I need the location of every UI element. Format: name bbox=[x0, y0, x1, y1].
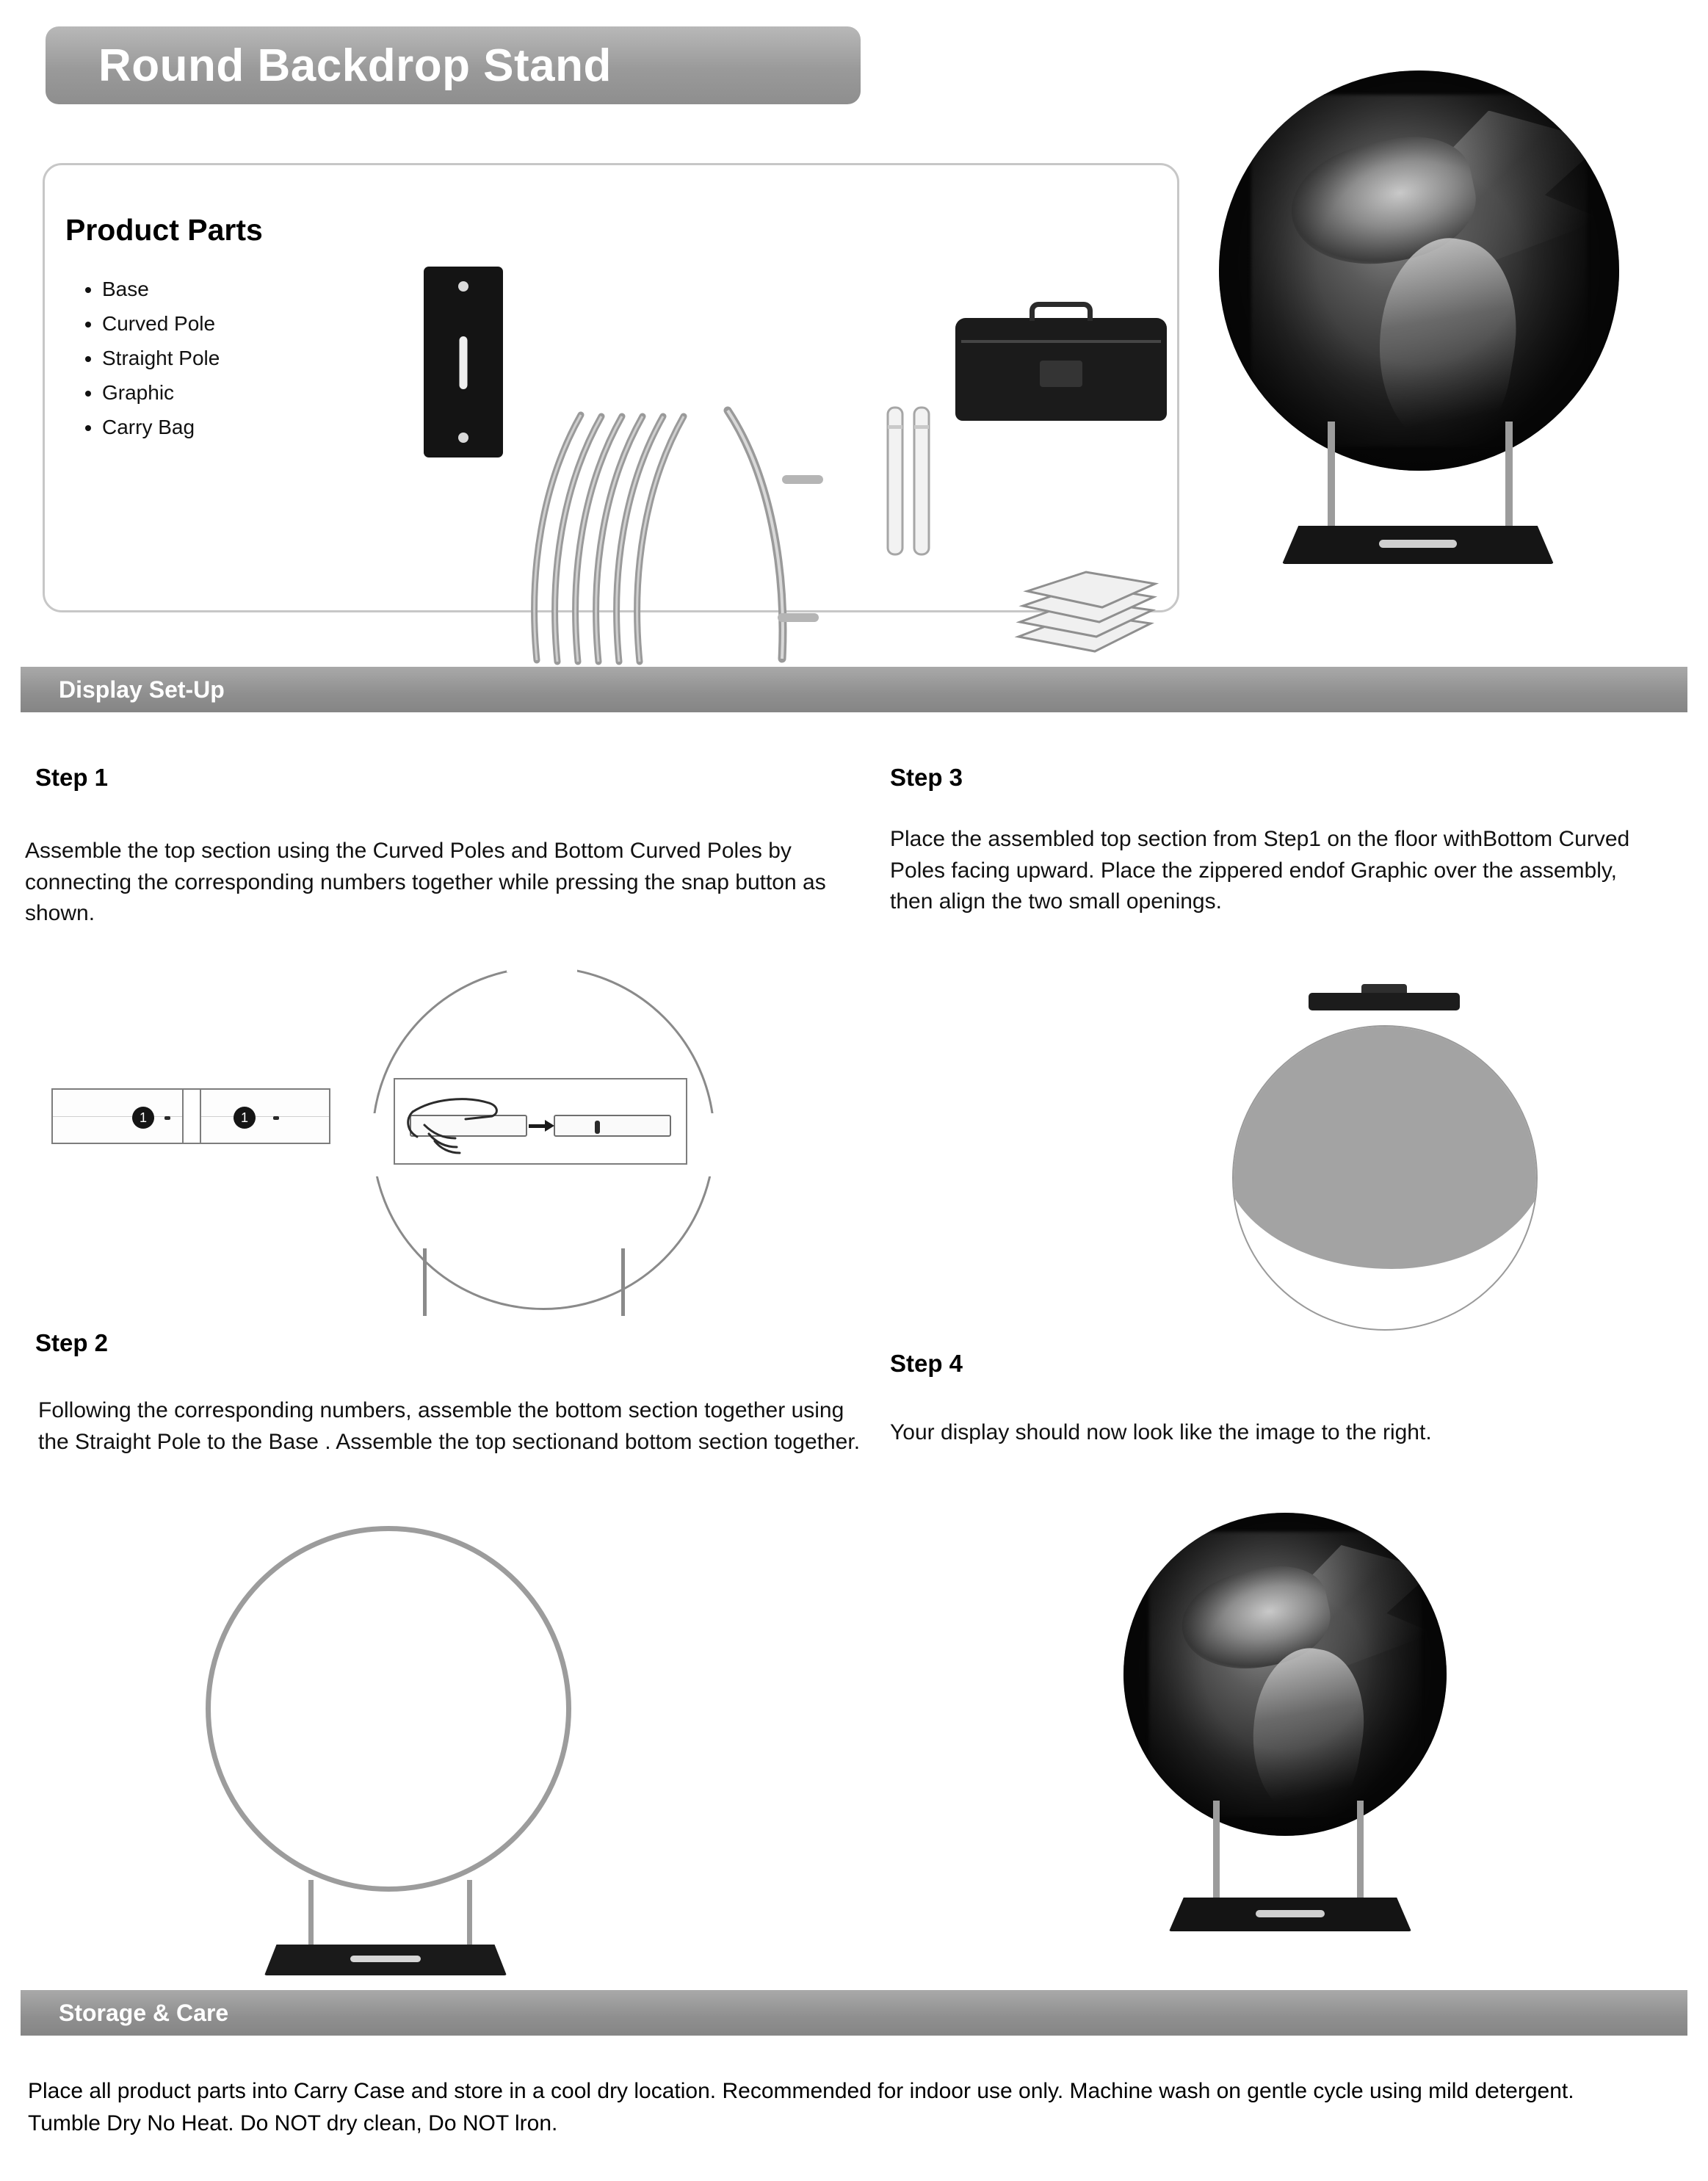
carry-bag-zipper-icon bbox=[961, 340, 1161, 343]
product-parts-list bbox=[74, 272, 220, 444]
list-item: • Graphic bbox=[102, 375, 220, 410]
final-stand-base bbox=[1169, 1898, 1411, 1931]
step2-base bbox=[264, 1945, 507, 1975]
step-1-text: Assemble the top section using the Curved Poles and Bottom Curved Poles by connecting the corresponding numbers together while pressing the snap button as shown. bbox=[25, 839, 826, 926]
snap-button-dot-right-icon bbox=[273, 1116, 279, 1120]
pole-number-badge-left: 1 bbox=[132, 1107, 154, 1129]
final-graphic-dragon-artwork bbox=[1123, 1513, 1447, 1836]
snap-button-dot-left-icon bbox=[164, 1116, 170, 1120]
stand-base-slot-icon bbox=[1379, 540, 1457, 548]
step-4-heading: Step 4 bbox=[890, 1350, 963, 1377]
step1-ring-leg-right bbox=[621, 1248, 625, 1316]
step1-snap-button-diagram bbox=[394, 1078, 687, 1165]
final-stand-base-slot-icon bbox=[1256, 1910, 1325, 1917]
step1-ring-leg-left bbox=[423, 1248, 427, 1316]
final-artwork-vignette bbox=[1123, 1513, 1447, 1836]
carry-bag-handle-icon bbox=[1029, 302, 1093, 321]
step1-ring-gap-right bbox=[706, 1113, 720, 1176]
list-item: • Base bbox=[102, 272, 220, 306]
step-1-heading: Step 1 bbox=[35, 764, 109, 791]
pole-number-badge-right: 1 bbox=[234, 1107, 256, 1129]
product-parts-heading: Product Parts bbox=[65, 213, 263, 247]
carry-bag-logo-icon bbox=[1040, 361, 1082, 387]
pole-gap bbox=[182, 1090, 201, 1143]
stand-leg-left bbox=[1328, 422, 1335, 532]
base-plate-illustration bbox=[424, 267, 503, 457]
step-3-text: Place the assembled top section from Step1 on the floor withBottom Curved Poles facing upward. Place the zippered endof Graphic over the assembly, then align the two small openings. bbox=[890, 827, 1630, 914]
final-stand-leg-right bbox=[1357, 1801, 1364, 1903]
section-header-storage-care bbox=[21, 1990, 1687, 2036]
step-4-text: Your display should now look like the image to the right. bbox=[890, 1420, 1432, 1444]
stand-base bbox=[1282, 526, 1554, 564]
carry-bag-illustration bbox=[955, 318, 1167, 421]
list-item: • Curved Pole bbox=[102, 306, 220, 341]
step1-ring-gap-top bbox=[507, 961, 577, 972]
product-parts-panel bbox=[43, 163, 1179, 612]
sleeve-fabric-fill bbox=[1232, 1025, 1538, 1269]
step2-base-slot-icon bbox=[350, 1956, 421, 1962]
step-2-heading: Step 2 bbox=[35, 1329, 109, 1356]
step3-zipper-bar bbox=[1309, 993, 1460, 1010]
base-hole-top-icon bbox=[458, 281, 468, 292]
list-item: • Straight Pole bbox=[102, 341, 220, 375]
final-stand-leg-left bbox=[1213, 1801, 1220, 1903]
step-3-heading: Step 3 bbox=[890, 764, 963, 791]
stand-leg-right bbox=[1505, 422, 1513, 532]
step1-numbered-poles-diagram bbox=[51, 1088, 330, 1144]
base-hole-bottom-icon bbox=[458, 433, 468, 443]
document-title-banner bbox=[46, 26, 861, 104]
section-label: Storage & Care bbox=[59, 1999, 229, 2026]
page-title: Round Backdrop Stand bbox=[98, 40, 612, 91]
step-2-text: Following the corresponding numbers, assemble the bottom section together using the Straight Pole to the Base . Assemble the top sectionand bottom section together. bbox=[38, 1398, 861, 1454]
artwork-vignette bbox=[1219, 70, 1619, 471]
step1-ring-gap-left bbox=[366, 1113, 379, 1176]
step3-zipper-nub-icon bbox=[1361, 984, 1407, 993]
storage-care-text: Place all product parts into Carry Case and store in a cool dry location. Recommended for indoor use only. Machine wash on gentle cycle using mild detergent. Tumble Dry No Heat. Do NOT dry clean, Do NOT lron. bbox=[28, 2079, 1574, 2135]
hand-icon bbox=[395, 1079, 689, 1166]
section-label: Display Set-Up bbox=[59, 676, 225, 703]
hero-product-image bbox=[1219, 70, 1630, 496]
step3-graphic-sleeve-diagram bbox=[1232, 1025, 1538, 1331]
graphic-dragon-artwork bbox=[1219, 70, 1619, 471]
section-header-display-setup bbox=[21, 667, 1687, 712]
base-slot-icon bbox=[460, 336, 468, 389]
step2-assembled-frame bbox=[206, 1526, 571, 1892]
list-item: • Carry Bag bbox=[102, 410, 220, 444]
step4-final-product-image bbox=[1123, 1513, 1476, 1924]
